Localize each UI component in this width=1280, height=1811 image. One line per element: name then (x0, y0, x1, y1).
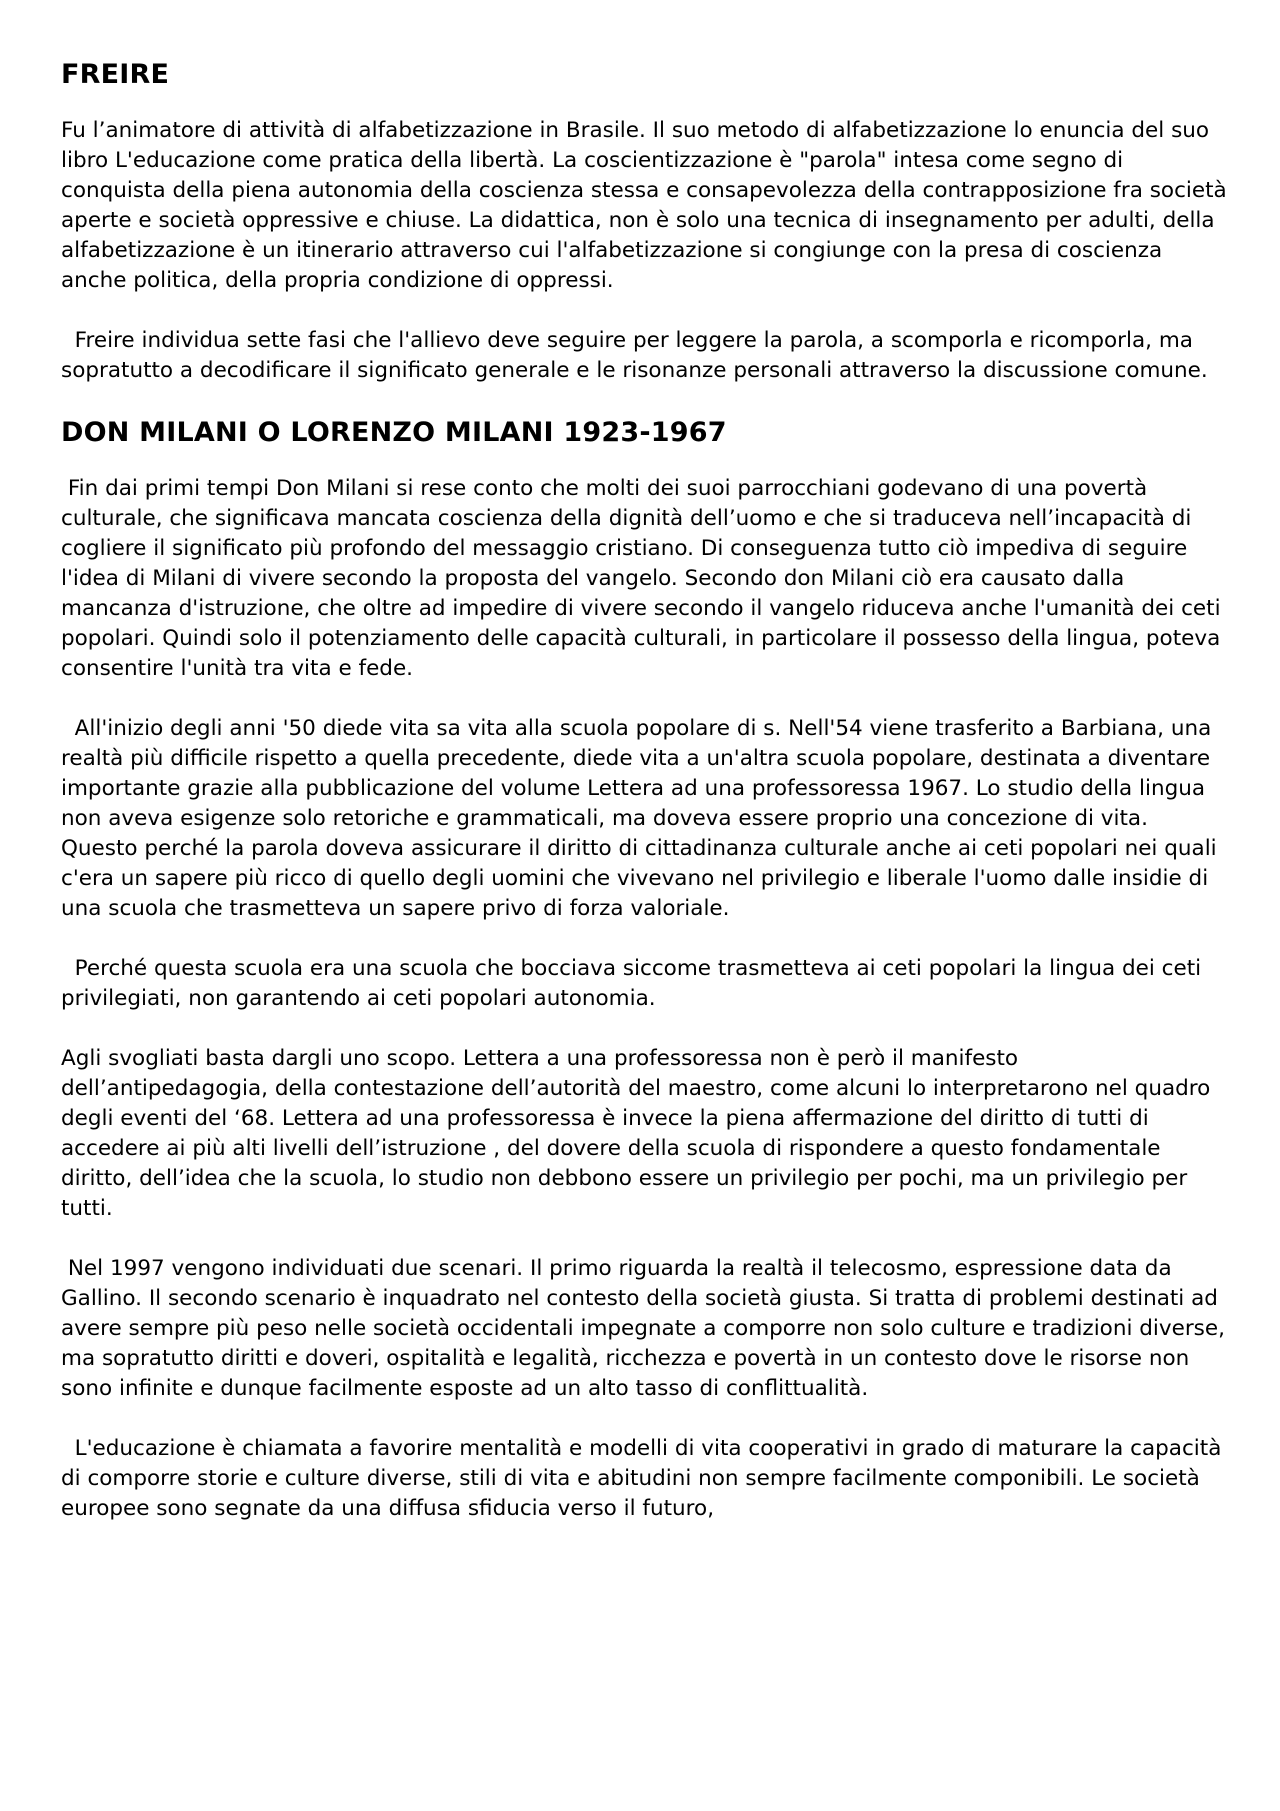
paragraph-scenarios-1997: Nel 1997 vengono individuati due scenari. Il primo riguarda la realtà il telecosmo, espressione data da Gallino. Il secondo scenario è inquadrato nel contesto della società giusta. Si tratta di problemi destinati ad avere sempre più peso nelle società occidentali impegnate a comporre non solo culture e tradizioni diverse, ma sopratutto diritti e doveri, ospitalità e legalità, ricchezza e povertà in un contesto dove le risorse non sono infinite e dunque facilmente esposte ad un alto tasso di conflittualità. (61, 1256, 1232, 1401)
paragraph-milani-barbiana: All'inizio degli anni '50 diede vita sa vita alla scuola popolare di s. Nell'54 viene trasferito a Barbiana, una realtà più difficile rispetto a quella precedente, diede vita a un'altra scuola popolare, destinata a diventare importante grazie alla pubblicazione del volume Lettera ad una professoressa 1967. Lo studio della lingua non aveva esigenze solo retoriche e grammaticali, ma doveva essere proprio una concezione di vita. Questo perché la parola doveva assicurare il diritto di cittadinanza culturale anche ai ceti popolari nei quali c'era un sapere più ricco di quello degli uomini che vivevano nel privilegio e liberale l'uomo dalle insidie di una scuola che trasmetteva un sapere privo di forza valoriale. (61, 716, 1224, 921)
section-heading-freire: FREIRE (61, 59, 170, 90)
paragraph-milani-school: Perché questa scuola era una scuola che bocciava siccome trasmetteva ai ceti popolari la lingua dei ceti privilegiati, non garantendo ai ceti popolari autonomia. (61, 956, 1208, 1011)
section-heading-don-milani: DON MILANI O LORENZO MILANI 1923-1967 (61, 417, 727, 448)
paragraph-freire-intro: Fu l’animatore di attività di alfabetizzazione in Brasile. Il suo metodo di alfabetizzazione lo enuncia del suo libro L'educazione come pratica della libertà. La coscientizzazione è "parola" intesa come segno di conquista della piena autonomia della coscienza stessa e consapevolezza della contrapposizione fra società aperte e società oppressive e chiuse. La didattica, non è solo una tecnica di insegnamento per adulti, della alfabetizzazione è un itinerario attraverso cui l'alfabetizzazione si congiunge con la presa di coscienza anche politica, della propria condizione di oppressi. (61, 118, 1234, 293)
paragraph-freire-phases: Freire individua sette fasi che l'allievo deve seguire per leggere la parola, a scomporla e ricomporla, ma sopratutto a decodificare il significato generale e le risonanze personali attraverso la discussione comune. (61, 328, 1208, 383)
paragraph-milani-poverty: Fin dai primi tempi Don Milani si rese conto che molti dei suoi parrocchiani godevano di una povertà culturale, che significava mancata coscienza della dignità dell’uomo e che si traduceva nell’incapacità di cogliere il significato più profondo del messaggio cristiano. Di conseguenza tutto ciò impediva di seguire l'idea di Milani di vivere secondo la proposta del vangelo. Secondo don Milani ciò era causato dalla mancanza d'istruzione, che oltre ad impedire di vivere secondo il vangelo riduceva anche l'umanità dei ceti popolari. Quindi solo il potenziamento delle capacità culturali, in particolare il possesso della lingua, poteva consentire l'unità tra vita e fede. (61, 476, 1228, 681)
paragraph-education-cooperative: L'educazione è chiamata a favorire mentalità e modelli di vita cooperativi in grado di maturare la capacità di comporre storie e culture diverse, stili di vita e abitudini non sempre facilmente componibili. Le società europee sono segnate da una diffusa sfiducia verso il futuro, (61, 1436, 1229, 1521)
document-page (61, 58, 1234, 1524)
paragraph-milani-lettera: Agli svogliati basta dargli uno scopo. Lettera a una professoressa non è però il manifesto dell’antipedagogia, della contestazione dell’autorità del maestro, come alcuni lo interpretarono nel quadro degli eventi del ‘68. Lettera ad una professoressa è invece la piena affermazione del diritto di tutti di accedere ai più alti livelli dell’istruzione , del dovere della scuola di rispondere a questo fondamentale diritto, dell’idea che la scuola, lo studio non debbono essere un privilegio per pochi, ma un privilegio per tutti. (61, 1046, 1218, 1221)
